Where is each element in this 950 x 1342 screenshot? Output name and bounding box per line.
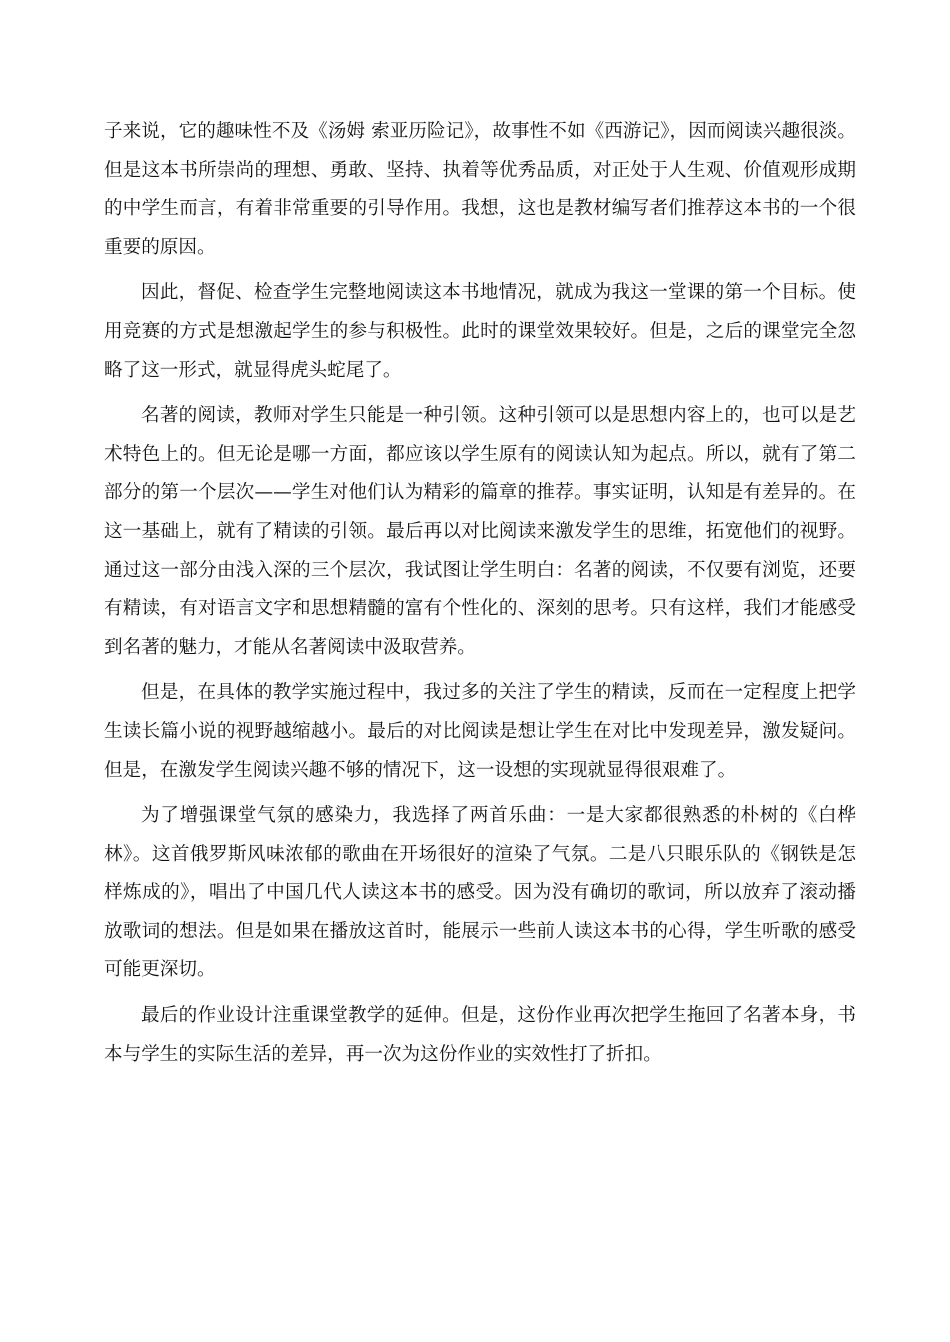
paragraph-6: 最后的作业设计注重课堂教学的延伸。但是，这份作业再次把学生拖回了名著本身，书本与学生的实际生活的差异，再一次为这份作业的实效性打了折扣。 — [104, 1005, 856, 1065]
paragraph-5: 为了增强课堂气氛的感染力，我选择了两首乐曲：一是大家都很熟悉的朴树的《白桦林》。这首俄罗斯风味浓郁的歌曲在开场很好的渲染了气氛。二是八只眼乐队的《钢铁是怎样炼成的》，唱出了中国几代人读这本书的感受。因为没有确切的歌词，所以放弃了滚动播放歌词的想法。但是如果在播放这首时，能展示一些前人读这本书的心得，学生听歌的感受可能更深切。 — [104, 805, 856, 981]
paragraph-1: 子来说，它的趣味性不及《汤姆 索亚历险记》，故事性不如《西游记》，因而阅读兴趣很淡。但是这本书所崇尚的理想、勇敢、坚持、执着等优秀品质，对正处于人生观、价值观形成期的中学生而言，有着非常重要的引导作用。我想，这也是教材编写者们推荐这本书的一个很重要的原因。 — [104, 121, 856, 258]
document-body — [104, 113, 856, 1081]
paragraph-3: 名著的阅读，教师对学生只能是一种引领。这种引领可以是思想内容上的，也可以是艺术特色上的。但无论是哪一方面，都应该以学生原有的阅读认知为起点。所以，就有了第二部分的第一个层次——学生对他们认为精彩的篇章的推荐。事实证明，认知是有差异的。在这一基础上，就有了精读的引领。最后再以对比阅读来激发学生的思维，拓宽他们的视野。通过这一部分由浅入深的三个层次，我试图让学生明白：名著的阅读，不仅要有浏览，还要有精读，有对语言文字和思想精髓的富有个性化的、深刻的思考。只有这样，我们才能感受到名著的魅力，才能从名著阅读中汲取营养。 — [104, 405, 856, 658]
paragraph-2: 因此，督促、检查学生完整地阅读这本书地情况，就成为我这一堂课的第一个目标。使用竞赛的方式是想激起学生的参与积极性。此时的课堂效果较好。但是，之后的课堂完全忽略了这一形式，就显得虎头蛇尾了。 — [104, 282, 856, 381]
paragraph-4: 但是，在具体的教学实施过程中，我过多的关注了学生的精读，反而在一定程度上把学生读长篇小说的视野越缩越小。最后的对比阅读是想让学生在对比中发现差异，激发疑问。但是，在激发学生阅读兴趣不够的情况下，这一设想的实现就显得很艰难了。 — [104, 682, 856, 781]
